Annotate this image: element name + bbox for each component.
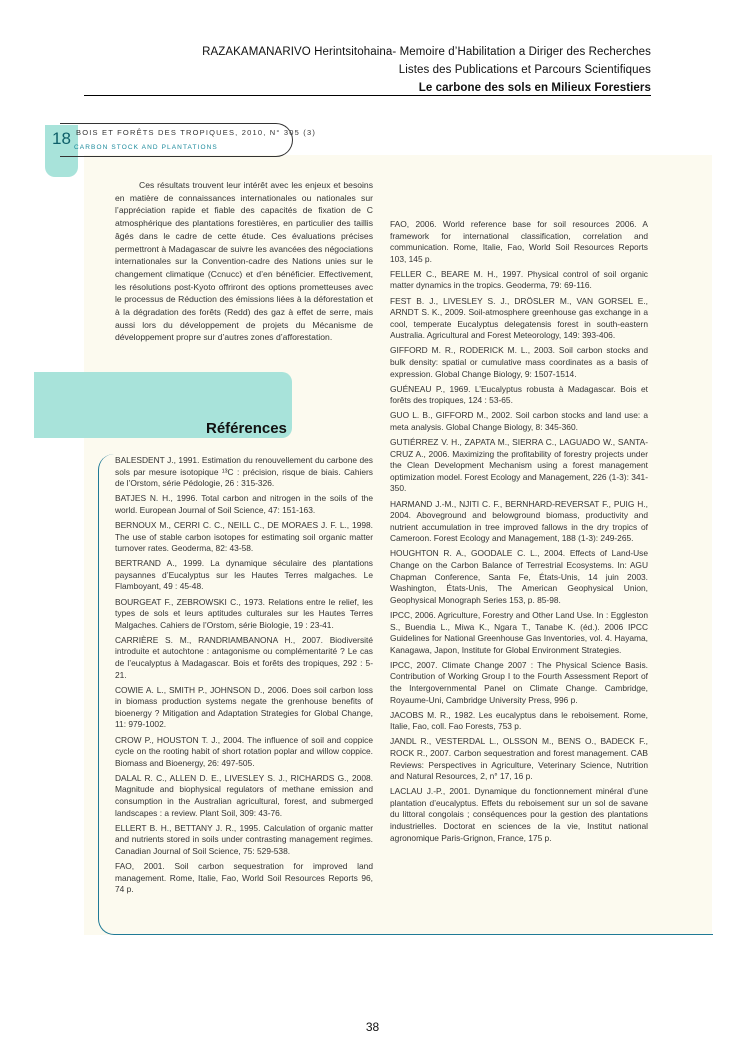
journal-section: CARBON STOCK AND PLANTATIONS [74,144,218,151]
reference-item: LACLAU J.-P., 2001. Dynamique du fonctionnement minéral d’une plantation d’eucalyptus. Effets du reboisement sur un sol de savane du littoral congolais ; conséquences pour la gestion des plantations industrielles. Doctorat en sciences de la vie, Institut national agronomique Paris-Grignon, France, 175 p. [390,786,648,843]
reference-item: GUO L. B., GIFFORD M., 2002. Soil carbon stocks and land use: a meta analysis. Global Change Biology, 8: 345-360. [390,410,648,432]
reference-item: CARRIÈRE S. M., RANDRIAMBANONA H., 2007. Biodiversité introduite et autochtone : antagonisme ou complémentarité ? Le cas de l’eucalyptus à Madagascar. Bois et forêts des tropiques, 292 : 5-21. [115,634,373,680]
journal-page-tab: 18 [45,125,78,177]
reference-item: IPCC, 2007. Climate Change 2007 : The Physical Science Basis. Contribution of Working Group I to the Fourth Assessment Report of the Intergovernmental Panel on Climate Change. Cambridge, Royaume-Uni, Cambridge University Press, 996 p. [390,659,648,705]
references-left-column [115,455,373,899]
reference-item: ELLERT B. H., BETTANY J. R., 1995. Calculation of organic matter and nutrients stored in soils under contrasting management regimes. Canadian Journal of Soil Science, 75: 529-538. [115,822,373,856]
intro-paragraph: Ces résultats trouvent leur intérêt avec les enjeux et besoins en matière de connaissances internationales ou nationales sur l’appréciation rapide et fiable des capacités de fixation de C atmosphérique des plantations forestières, en particulier des taillis âgés dans le cadre de cette étude. Ces évaluations précises permettront à Madagascar de suivre les avancées des négociations internationales sur la Convention-cadre des Nations unies sur le changement climatique (Ccnucc) et d’en bénéficier. Effectivement, les résolutions post-Kyoto offriront des options prometteuses avec le processus de Réduction des émissions liées à la déforestation et à la dégradation des forêts (Redd) des gaz à effet de serre, mais aussi lors du développement de projets du Mécanisme de développement propre sur d’autres zones d’afforestation. [115,180,373,343]
reference-item: GUÉNEAU P., 1969. L’Eucalyptus robusta à Madagascar. Bois et forêts des tropiques, 124 : 53-65. [390,383,648,406]
header-author-line: RAZAKAMANARIVO Herintsitohaina- Memoire d’Habilitation a Diriger des Recherches [202,46,651,58]
reference-item: HOUGHTON R. A., GOODALE C. L., 2004. Effects of Land-Use Change on the Carbon Balance of Terrestrial Ecosystems. In: AGU Chapman Conference, Santa Fe, États-Unis, 14 juin 2003. Washington, États-Unis, The American Geophysical Union, Geophysical Monograph Series 153, p. 85-98. [390,548,648,605]
reference-item: DALAL R. C., ALLEN D. E., LIVESLEY S. J., RICHARDS G., 2008. Magnitude and biophysical regulators of methane emission and consumption in the Australian agricultural, forest, and submerged landscapes : a review. Plant Soil, 309: 43-76. [115,772,373,818]
reference-item: BERTRAND A., 1999. La dynamique séculaire des plantations paysannes d’Eucalyptus sur les Hautes Terres malgaches. Le Flamboyant, 49 : 45-48. [115,558,373,592]
reference-item: HARMAND J.-M., NJITI C. F., BERNHARD-REVERSAT F., PUIG H., 2004. Aboveground and belowground biomass, productivity and nutrient accumulation in tree improved fallows in the dry tropics of Cameroon. Forest Ecology and Management, 188 (1-3): 249-265. [390,498,648,544]
reference-item: JACOBS M. R., 1982. Les eucalyptus dans le reboisement. Rome, Italie, Fao, coll. Fao Forests, 753 p. [390,709,648,732]
reference-item: GIFFORD M. R., RODERICK M. L., 2003. Soil carbon stocks and bulk density: spatial or cumulative mass coordinates as a basis of expression. Global Change Biology, 9: 1507-1514. [390,345,648,379]
references-right-column [390,219,648,848]
reference-item: BATJES N. H., 1996. Total carbon and nitrogen in the soils of the world. European Journal of Soil Science, 47: 151-163. [115,493,373,515]
reference-item: CROW P., HOUSTON T. J., 2004. The influence of soil and coppice cycle on the rooting habit of short rotation poplar and willow coppice. Biomass and Bioenergy, 26: 497-505. [115,734,373,768]
reference-item: GUTIÉRREZ V. H., ZAPATA M., SIERRA C., LAGUADO W., SANTA-CRUZ A., 2006. Maximizing the profitability of forestry projects under the Clean Development Mechanism using a forest management optimization model. Forest Ecology and Management, 226 (1-3): 341-350. [390,437,648,494]
reference-item: COWIE A. L., SMITH P., JOHNSON D., 2006. Does soil carbon loss in biomass production systems negate the grenhouse benefits of bioenergy ? Mitigation and Adaptation Strategies for Global Change, 11: 979-1002. [115,684,373,730]
header-chapter-line: Le carbone des sols en Milieux Forestiers [418,82,651,94]
header-subtitle-line: Listes des Publications et Parcours Scientifiques [398,64,651,76]
reference-item: BALESDENT J., 1991. Estimation du renouvellement du carbone des sols par mesure isotopique ¹³C : précision, risque de biais. Cahiers de l’Orstom, série Pédologie, 26 : 315-326. [115,455,373,489]
reference-item: FELLER C., BEARE M. H., 1997. Physical control of soil organic matter dynamics in the tropics. Geoderma, 79: 69-116. [390,268,648,291]
header-rule [84,95,651,96]
reference-item: BOURGEAT F., ZEBROWSKI C., 1973. Relations entre le relief, les types de sols et leurs aptitudes culturales sur les Hautes Terres Malgaches. Cahiers de l’Orstom, série Biologie, 19 : 23-41. [115,596,373,630]
reference-item: FAO, 2001. Soil carbon sequestration for improved land management. Rome, Italie, Fao, World Soil Resources Reports 96, 74 p. [115,861,373,895]
reference-item: FAO, 2006. World reference base for soil resources 2006. A framework for international classification, correlation and communication. Rome, Italie, Fao, World Soil Resources Reports 103, 145 p. [390,219,648,264]
reference-item: BERNOUX M., CERRI C. C., NEILL C., DE MORAES J. F. L., 1998. The use of stable carbon isotopes for estimating soil organic matter turnover rates. Geoderma, 82: 43-58. [115,519,373,554]
reference-item: FEST B. J., LIVESLEY S. J., DRÖSLER M., VAN GORSEL E., ARNDT S. K., 2009. Soil-atmosphere greenhouse gas exchange in a cool, temperate Eucalyptus delegatensis forest in south-eastern Australia. Agricultural and Forest Meteorology, 149: 393-406. [390,295,648,341]
reference-item: JANDL R., VESTERDAL L., OLSSON M., BENS O., BADECK F., ROCK R., 2007. Carbon sequestration and forest management. CAB Reviews: Perspectives in Agriculture, Veterinary Science, Nutrition and Natural Resources, 2, n° 17, 16 p. [390,736,648,782]
references-heading: Références [206,420,287,437]
journal-title: BOIS ET FORÊTS DES TROPIQUES, 2010, N° 305 (3) [76,128,317,137]
reference-item: IPCC, 2006. Agriculture, Forestry and Other Land Use. In : Eggleston S., Buendia L., Miwa K., Ngara T., Tanabe K. (éd.). 2006 IPCC Guidelines for National Greenhouse Gas Inventories, vol. 4. Hayama, Kanagawa, Japon, Institute for Global Environment Strategies. [390,609,648,655]
page-number: 38 [365,1020,380,1034]
